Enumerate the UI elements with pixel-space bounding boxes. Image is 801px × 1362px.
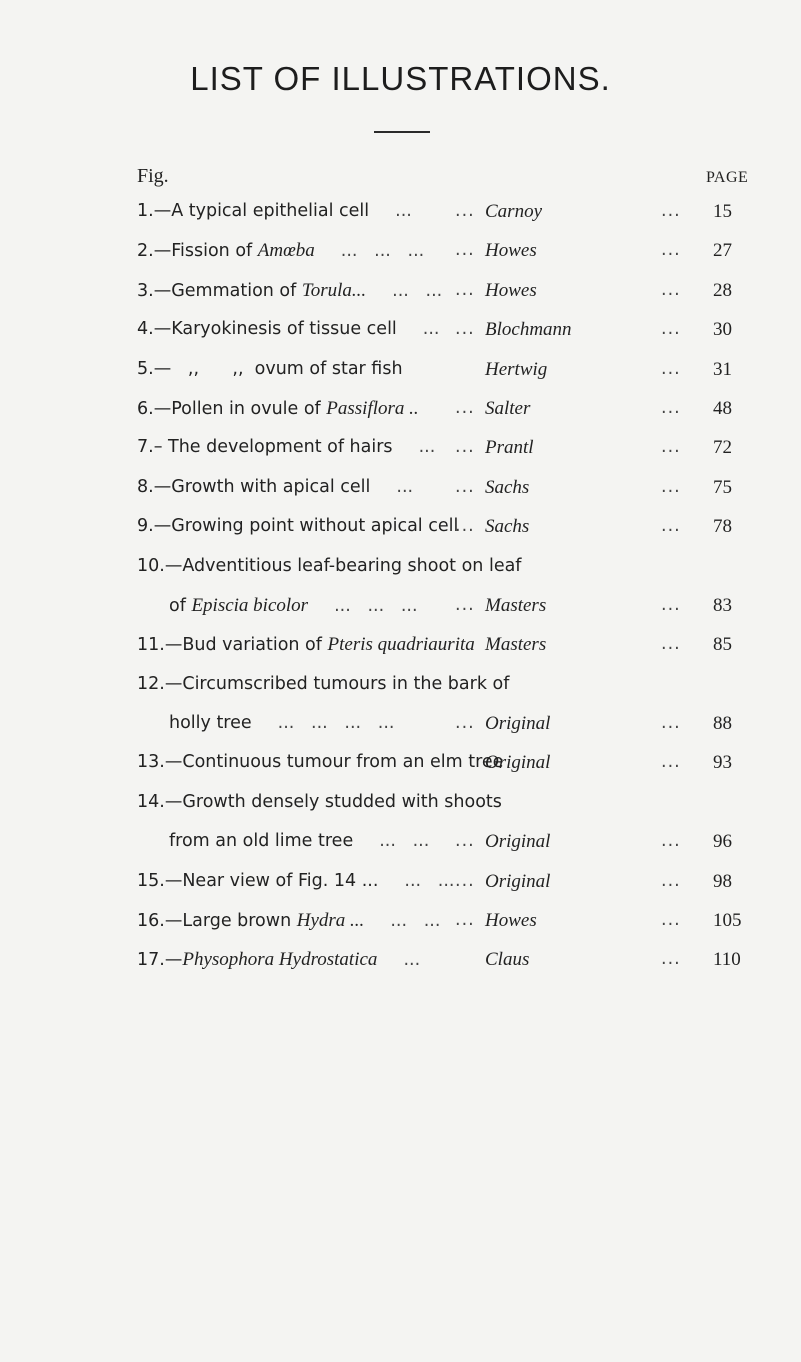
entry-author: Blochmann [485, 319, 572, 341]
list-item [137, 271, 777, 310]
entry-author: Original [485, 870, 551, 892]
entry-italic-text: Amœba [257, 240, 315, 262]
author-leader: ... [455, 594, 475, 615]
leader-dots: ... [418, 437, 436, 458]
entry-description [137, 468, 413, 507]
entry-author: Prantl [485, 437, 534, 459]
list-item [137, 586, 777, 625]
entry-description [137, 940, 420, 980]
entry-author: Masters [485, 634, 547, 656]
figure-number: 3.— [137, 280, 172, 301]
entry-description [137, 901, 440, 941]
leader-dots: ... ... ... ... [277, 713, 395, 734]
author-leader: ... [455, 437, 475, 458]
entry-author: Howes [485, 279, 537, 301]
fig-column-header: Fig. [137, 165, 169, 187]
page-leader: ... [661, 437, 681, 458]
figure-number: 1.— [137, 201, 172, 221]
entry-description [137, 350, 403, 389]
figure-number: 2.— [137, 241, 172, 262]
author-leader: ... [455, 831, 475, 852]
list-item [137, 231, 777, 270]
list-item [137, 350, 777, 389]
list-item [137, 507, 777, 546]
page-leader: ... [661, 319, 681, 340]
entry-text: holly tree [169, 713, 252, 734]
entry-text: Fission of [171, 241, 258, 262]
page-column-header: PAGE [706, 169, 749, 186]
page-number: 48 [713, 397, 732, 419]
page-number: 110 [713, 949, 741, 971]
page-leader: ... [661, 634, 681, 655]
list-item [137, 783, 777, 822]
entry-author: Original [485, 831, 551, 853]
leader-dots: ... [395, 201, 412, 221]
figure-number: 13.— [137, 752, 183, 773]
entry-description [169, 822, 429, 861]
entry-description [137, 389, 419, 429]
list-item [137, 310, 777, 349]
page-number: 28 [713, 279, 732, 301]
entry-author: Original [485, 752, 551, 774]
leader-dots: ... ... [390, 911, 441, 932]
list-item [137, 704, 777, 743]
entry-description [137, 310, 440, 349]
figure-number: 17.— [137, 950, 183, 971]
figure-number: 11.— [137, 635, 183, 656]
figure-number: 9.— [137, 516, 172, 537]
figure-number: 7.– [137, 437, 163, 458]
list-item [137, 940, 777, 979]
list-item [137, 468, 777, 507]
leader-dots: ... [422, 319, 440, 340]
entry-author: Masters [485, 594, 547, 616]
page-number: 83 [713, 594, 732, 616]
entry-text: The development of hairs [162, 437, 393, 458]
entry-description [137, 271, 442, 311]
figure-number: 12.— [137, 673, 183, 694]
page-number: 88 [713, 713, 732, 735]
leader-dots: ... ... [404, 870, 455, 891]
leader-dots: ... ... ... [334, 595, 418, 616]
entry-text: A typical epithelial cell [171, 201, 370, 221]
page-leader: ... [661, 397, 681, 418]
entry-text: Large brown [182, 911, 297, 932]
entry-text: from an old lime tree [169, 831, 354, 852]
page-number: 27 [713, 240, 732, 262]
entry-description [137, 192, 412, 231]
entry-author: Salter [485, 397, 531, 419]
list-item [137, 389, 777, 428]
list-item [137, 901, 777, 940]
page-leader: ... [661, 752, 681, 773]
page-leader: ... [661, 516, 681, 537]
author-leader: ... [455, 713, 475, 734]
list-item [137, 665, 777, 704]
illustrations-list [137, 192, 777, 980]
page-number: 78 [713, 516, 732, 538]
page-number: 72 [713, 437, 732, 459]
entry-text: Pollen in ovule of [171, 398, 327, 419]
list-item [137, 743, 777, 782]
entry-italic-text: Passiflora .. [326, 397, 419, 419]
entry-text: Growing point without apical cell [171, 516, 459, 537]
figure-number: 4.— [137, 319, 172, 340]
page-leader: ... [661, 713, 681, 734]
page-leader: ... [661, 870, 681, 891]
page-leader: ... [661, 201, 681, 221]
list-item [137, 192, 777, 231]
page-leader: ... [661, 358, 681, 379]
entry-italic-text: Physophora Hydrostatica [182, 949, 378, 971]
page-number: 75 [713, 476, 732, 498]
leader-dots: ... ... ... [340, 241, 425, 262]
author-leader: ... [455, 201, 475, 221]
author-leader: ... [455, 397, 475, 418]
entry-text: Continuous tumour from an elm tree [182, 752, 504, 773]
entry-text: Karyokinesis of tissue cell [171, 319, 397, 340]
figure-number: 6.— [137, 398, 172, 419]
page-leader: ... [661, 910, 681, 931]
entry-description [137, 665, 509, 704]
page-leader: ... [661, 279, 681, 300]
entry-author: Sachs [485, 476, 530, 498]
page-number: 30 [713, 319, 732, 341]
leader-dots: ... ... [379, 831, 430, 852]
page-number: 96 [713, 831, 732, 853]
figure-number: 5.— [137, 358, 172, 379]
entry-italic-text: Torula... [301, 279, 367, 301]
author-leader: ... [455, 910, 475, 931]
author-leader: ... [455, 476, 475, 497]
figure-number: 16.— [137, 911, 183, 932]
entry-author: Original [485, 713, 551, 735]
author-leader: ... [455, 240, 475, 261]
entry-text: Gemmation of [171, 280, 302, 301]
entry-text: Growth with apical cell [171, 476, 371, 497]
page-number: 85 [713, 634, 732, 656]
author-leader: ... [455, 870, 475, 891]
leader-dots: ... [403, 950, 421, 971]
entry-text: Adventitious leaf-bearing shoot on leaf [182, 555, 522, 576]
entry-description [169, 586, 418, 626]
entry-text: Bud variation of [182, 635, 328, 656]
page-leader: ... [661, 831, 681, 852]
entry-description [137, 743, 503, 782]
figure-number: 10.— [137, 555, 183, 576]
entry-author: Carnoy [485, 201, 542, 222]
list-item [137, 625, 777, 664]
entry-author: Howes [485, 240, 537, 262]
leader-dots: ... ... [392, 280, 443, 301]
list-item [137, 862, 777, 901]
entry-text: Circumscribed tumours in the bark of [182, 673, 510, 694]
entry-author: Claus [485, 949, 530, 971]
leader-dots: ... [396, 476, 414, 497]
entry-description [137, 547, 521, 586]
entry-author: Sachs [485, 516, 530, 538]
entry-text: —Near view of Fig. 14 ... [164, 870, 379, 891]
entry-description [137, 428, 435, 467]
entry-italic-text: Episcia bicolor [191, 594, 309, 616]
list-item [137, 428, 777, 467]
author-leader: ... [455, 279, 475, 300]
title-rule [374, 131, 430, 133]
entry-description [137, 783, 502, 822]
page-leader: ... [661, 476, 681, 497]
author-leader: ... [455, 516, 475, 537]
page-number: 31 [713, 358, 732, 380]
entry-italic-text: Hydra ... [296, 910, 365, 932]
page-number: 105 [713, 910, 742, 932]
list-item [137, 822, 777, 861]
author-leader: ... [455, 319, 475, 340]
page-number: 15 [713, 201, 732, 222]
figure-number: 14.— [137, 791, 183, 812]
figure-number: 8.— [137, 476, 172, 497]
entry-description [137, 862, 454, 901]
page-title: LIST OF ILLUSTRATIONS. [190, 60, 611, 97]
entry-text: ,, ,, ovum of star fish [171, 358, 403, 379]
entry-text: Growth densely studded with shoots [182, 791, 502, 812]
page-leader: ... [661, 240, 681, 261]
entry-author: Hertwig [485, 358, 548, 380]
entry-text: of [169, 595, 192, 616]
page-leader: ... [661, 949, 681, 970]
entry-description [169, 704, 394, 743]
list-item [137, 547, 777, 586]
figure-number: 15. [137, 870, 165, 891]
entry-italic-text: Pteris quadriaurita [327, 634, 475, 656]
page-number: 93 [713, 752, 732, 774]
page-number: 98 [713, 870, 732, 892]
entry-description [137, 231, 424, 271]
entry-description [137, 625, 475, 665]
page-leader: ... [661, 594, 681, 615]
entry-author: Howes [485, 910, 537, 932]
entry-description [137, 507, 458, 546]
